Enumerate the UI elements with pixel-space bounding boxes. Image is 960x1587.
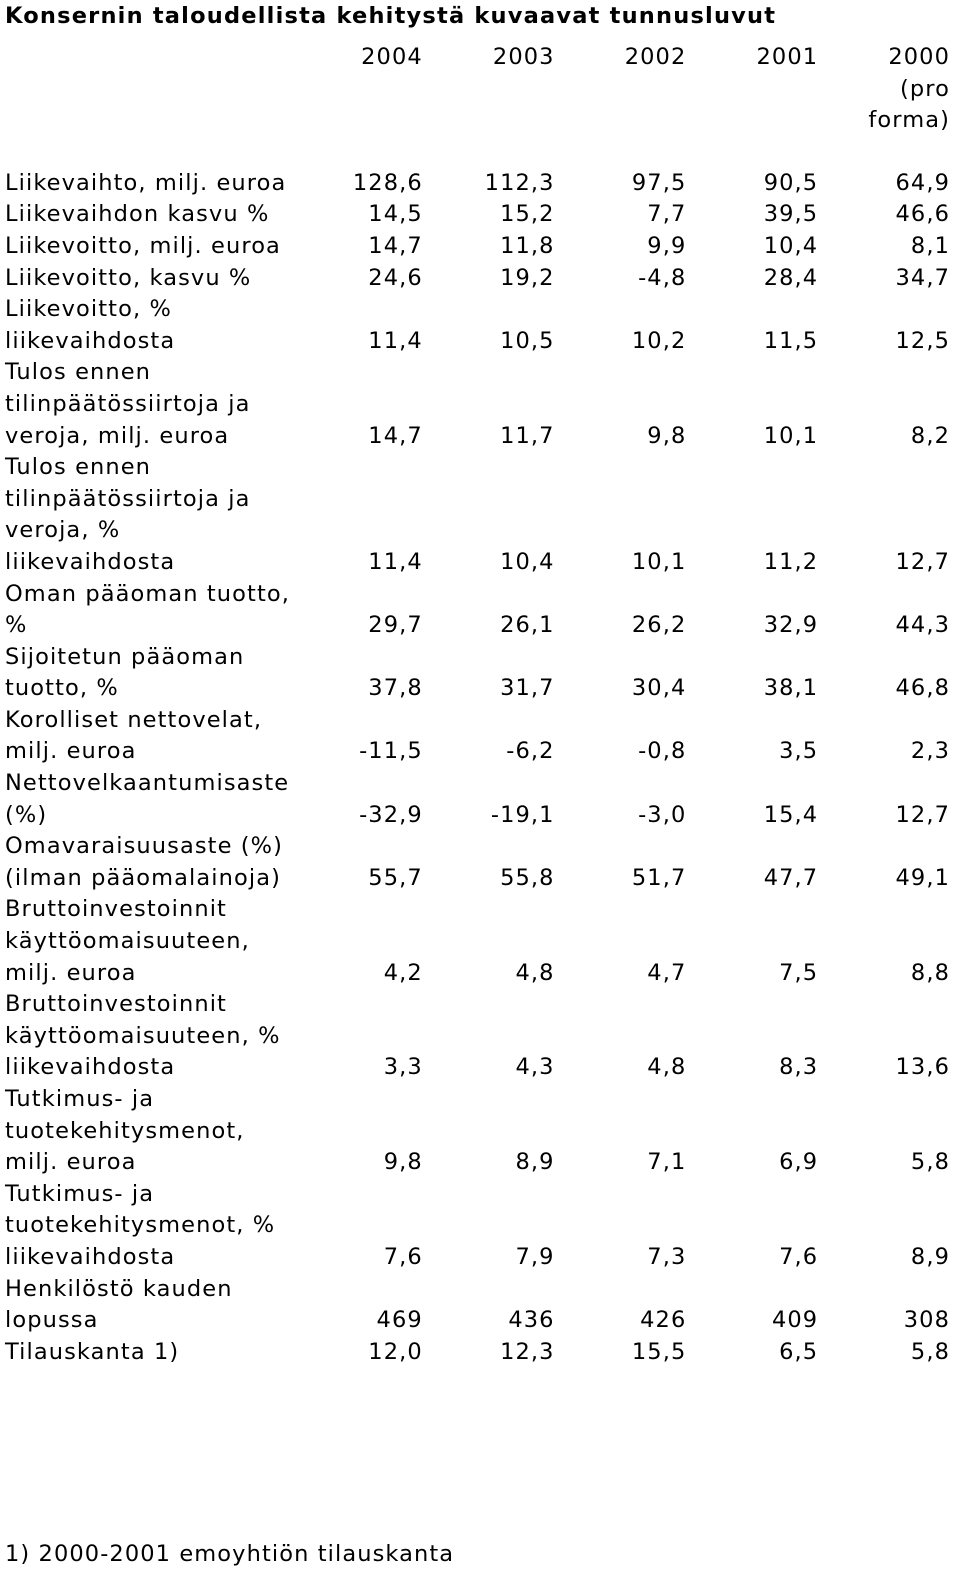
row-value: 9,8 bbox=[383, 1149, 423, 1176]
table-row bbox=[0, 642, 954, 705]
row-label: Tutkimus- ja tuotekehitysmenot, milj. euroa bbox=[5, 1086, 245, 1176]
row-value: 2,3 bbox=[910, 738, 950, 765]
row-label: Nettovelkaantumisaste (%) bbox=[5, 770, 290, 828]
row-value: 8,2 bbox=[910, 422, 950, 449]
row-value: 7,9 bbox=[515, 1243, 555, 1270]
row-value: 19,2 bbox=[500, 264, 555, 291]
row-value: 9,9 bbox=[647, 232, 687, 259]
row-value: 13,6 bbox=[895, 1054, 950, 1081]
row-value: 14,7 bbox=[368, 232, 423, 259]
header-label-cell bbox=[0, 42, 295, 168]
row-label: Liikevaihdon kasvu % bbox=[5, 201, 270, 228]
row-value: -32,9 bbox=[359, 801, 423, 828]
row-value: 10,4 bbox=[763, 232, 819, 259]
row-value: 128,6 bbox=[352, 169, 423, 196]
row-value: 308 bbox=[903, 1307, 950, 1334]
table-row bbox=[0, 263, 954, 295]
table-row bbox=[0, 1179, 954, 1274]
row-value: 12,7 bbox=[895, 548, 950, 575]
row-value: 4,2 bbox=[383, 959, 423, 986]
row-value: 7,3 bbox=[647, 1243, 687, 1270]
column-header-2001 bbox=[690, 42, 822, 168]
key-figures-table bbox=[0, 42, 954, 1368]
column-year: 2000 bbox=[888, 44, 950, 70]
table-row bbox=[0, 1274, 954, 1337]
table-row bbox=[0, 831, 954, 894]
row-value: 112,3 bbox=[484, 169, 555, 196]
row-value: 12,7 bbox=[895, 801, 950, 828]
row-value: 8,1 bbox=[910, 232, 950, 259]
row-value: 7,7 bbox=[647, 201, 687, 228]
row-value: 30,4 bbox=[631, 675, 687, 702]
table-row bbox=[0, 168, 954, 200]
row-value: 7,1 bbox=[647, 1149, 687, 1176]
row-value: 26,1 bbox=[500, 612, 555, 639]
table-header-row bbox=[0, 42, 954, 168]
row-value: 14,7 bbox=[368, 422, 423, 449]
row-value: 55,7 bbox=[368, 864, 423, 891]
row-value: 10,1 bbox=[631, 548, 687, 575]
row-value: 12,0 bbox=[368, 1338, 423, 1365]
column-header-2004 bbox=[295, 42, 427, 168]
table-row bbox=[0, 199, 954, 231]
row-value: 10,4 bbox=[500, 548, 555, 575]
row-value: 10,2 bbox=[631, 327, 687, 354]
row-label: Tulos ennen tilinpäätössiirtoja ja veroja, % liikevaihdosta bbox=[5, 454, 251, 575]
column-header-2003 bbox=[427, 42, 559, 168]
row-value: 24,6 bbox=[368, 264, 423, 291]
row-value: 38,1 bbox=[763, 675, 819, 702]
row-value: 8,3 bbox=[779, 1054, 819, 1081]
column-header-2002 bbox=[559, 42, 691, 168]
row-value: 46,6 bbox=[895, 201, 950, 228]
row-value: 11,8 bbox=[500, 232, 555, 259]
row-value: 15,2 bbox=[500, 201, 555, 228]
table-row bbox=[0, 1337, 954, 1369]
row-label: Liikevaihto, milj. euroa bbox=[5, 169, 287, 196]
column-year: 2002 bbox=[624, 44, 687, 70]
row-value: 31,7 bbox=[500, 675, 555, 702]
row-value: 55,8 bbox=[500, 864, 555, 891]
row-value: 10,1 bbox=[763, 422, 819, 449]
row-value: 51,7 bbox=[631, 864, 687, 891]
row-value: 409 bbox=[771, 1307, 819, 1334]
row-value: 10,5 bbox=[500, 327, 555, 354]
table-body bbox=[0, 168, 954, 1369]
row-value: 5,8 bbox=[910, 1338, 950, 1365]
row-value: 37,8 bbox=[368, 675, 423, 702]
footnote: 1) 2000-2001 emoyhtiön tilauskanta bbox=[5, 1541, 455, 1567]
table-row bbox=[0, 768, 954, 831]
row-value: 8,8 bbox=[910, 959, 950, 986]
row-value: 11,2 bbox=[763, 548, 819, 575]
row-value: 39,5 bbox=[763, 201, 819, 228]
row-value: 12,3 bbox=[500, 1338, 555, 1365]
row-value: -11,5 bbox=[359, 738, 423, 765]
column-note: (pro forma) bbox=[868, 75, 950, 134]
row-value: 26,2 bbox=[631, 612, 687, 639]
row-label: Liikevoitto, % liikevaihdosta bbox=[5, 296, 176, 354]
row-value: 64,9 bbox=[895, 169, 950, 196]
row-label: Tutkimus- ja tuotekehitysmenot, % liikevaihdosta bbox=[5, 1180, 276, 1270]
row-value: 47,7 bbox=[763, 864, 819, 891]
row-value: 49,1 bbox=[895, 864, 950, 891]
row-value: 436 bbox=[508, 1307, 555, 1334]
row-value: 11,5 bbox=[763, 327, 819, 354]
row-value: 6,5 bbox=[779, 1338, 819, 1365]
row-value: 34,7 bbox=[895, 264, 950, 291]
row-value: 4,8 bbox=[515, 959, 555, 986]
row-value: 15,4 bbox=[763, 801, 819, 828]
row-label: Bruttoinvestoinnit käyttöomaisuuteen, milj. euroa bbox=[5, 896, 250, 986]
row-label: Liikevoitto, kasvu % bbox=[5, 264, 252, 291]
page-title: Konsernin taloudellista kehitystä kuvaavat tunnusluvut bbox=[5, 3, 777, 29]
row-value: 11,4 bbox=[368, 548, 423, 575]
table-row bbox=[0, 357, 954, 452]
row-value: 3,5 bbox=[779, 738, 819, 765]
row-value: 12,5 bbox=[895, 327, 950, 354]
row-value: 5,8 bbox=[910, 1149, 950, 1176]
row-value: 426 bbox=[640, 1307, 687, 1334]
row-value: -0,8 bbox=[638, 738, 687, 765]
row-value: 15,5 bbox=[631, 1338, 687, 1365]
row-value: 44,3 bbox=[895, 612, 950, 639]
row-value: 4,7 bbox=[647, 959, 687, 986]
row-value: 7,6 bbox=[383, 1243, 423, 1270]
row-value: 469 bbox=[376, 1307, 423, 1334]
column-header-2000 bbox=[822, 42, 954, 168]
table-row bbox=[0, 231, 954, 263]
row-value: 4,8 bbox=[647, 1054, 687, 1081]
table-row bbox=[0, 705, 954, 768]
row-value: 11,4 bbox=[368, 327, 423, 354]
row-value: 14,5 bbox=[368, 201, 423, 228]
row-value: 6,9 bbox=[779, 1149, 819, 1176]
row-value: 7,6 bbox=[779, 1243, 819, 1270]
row-label: Oman pääoman tuotto, % bbox=[5, 580, 290, 639]
row-value: 97,5 bbox=[631, 169, 687, 196]
row-label: Korolliset nettovelat, milj. euroa bbox=[5, 706, 263, 765]
table-row bbox=[0, 579, 954, 642]
row-value: 11,7 bbox=[500, 422, 555, 449]
row-value: 4,3 bbox=[515, 1054, 555, 1081]
row-value: 7,5 bbox=[779, 959, 819, 986]
column-year: 2004 bbox=[361, 44, 423, 70]
row-value: 3,3 bbox=[383, 1054, 423, 1081]
row-label: Tilauskanta 1) bbox=[5, 1338, 180, 1365]
row-value: -19,1 bbox=[490, 801, 555, 828]
row-label: Bruttoinvestoinnit käyttöomaisuuteen, % liikevaihdosta bbox=[5, 991, 281, 1081]
row-value: 32,9 bbox=[763, 612, 819, 639]
row-label: Liikevoitto, milj. euroa bbox=[5, 232, 281, 259]
row-value: 8,9 bbox=[910, 1243, 950, 1270]
row-value: 28,4 bbox=[763, 264, 819, 291]
table-row bbox=[0, 452, 954, 578]
table-row bbox=[0, 989, 954, 1084]
row-value: -3,0 bbox=[638, 801, 687, 828]
table-row bbox=[0, 894, 954, 989]
row-value: 29,7 bbox=[368, 612, 423, 639]
row-value: -4,8 bbox=[638, 264, 687, 291]
row-value: -6,2 bbox=[506, 738, 555, 765]
row-label: Omavaraisuusaste (%) (ilman pääomalainoja) bbox=[5, 833, 284, 891]
row-label: Sijoitetun pääoman tuotto, % bbox=[5, 643, 245, 702]
column-year: 2003 bbox=[492, 44, 555, 70]
table-row bbox=[0, 1084, 954, 1179]
row-value: 90,5 bbox=[763, 169, 819, 196]
row-value: 46,8 bbox=[895, 675, 950, 702]
column-year: 2001 bbox=[756, 44, 819, 70]
row-label: Henkilöstö kauden lopussa bbox=[5, 1275, 233, 1334]
row-value: 9,8 bbox=[647, 422, 687, 449]
table-row bbox=[0, 294, 954, 357]
row-label: Tulos ennen tilinpäätössiirtoja ja veroja, milj. euroa bbox=[5, 359, 251, 449]
row-value: 8,9 bbox=[515, 1149, 555, 1176]
